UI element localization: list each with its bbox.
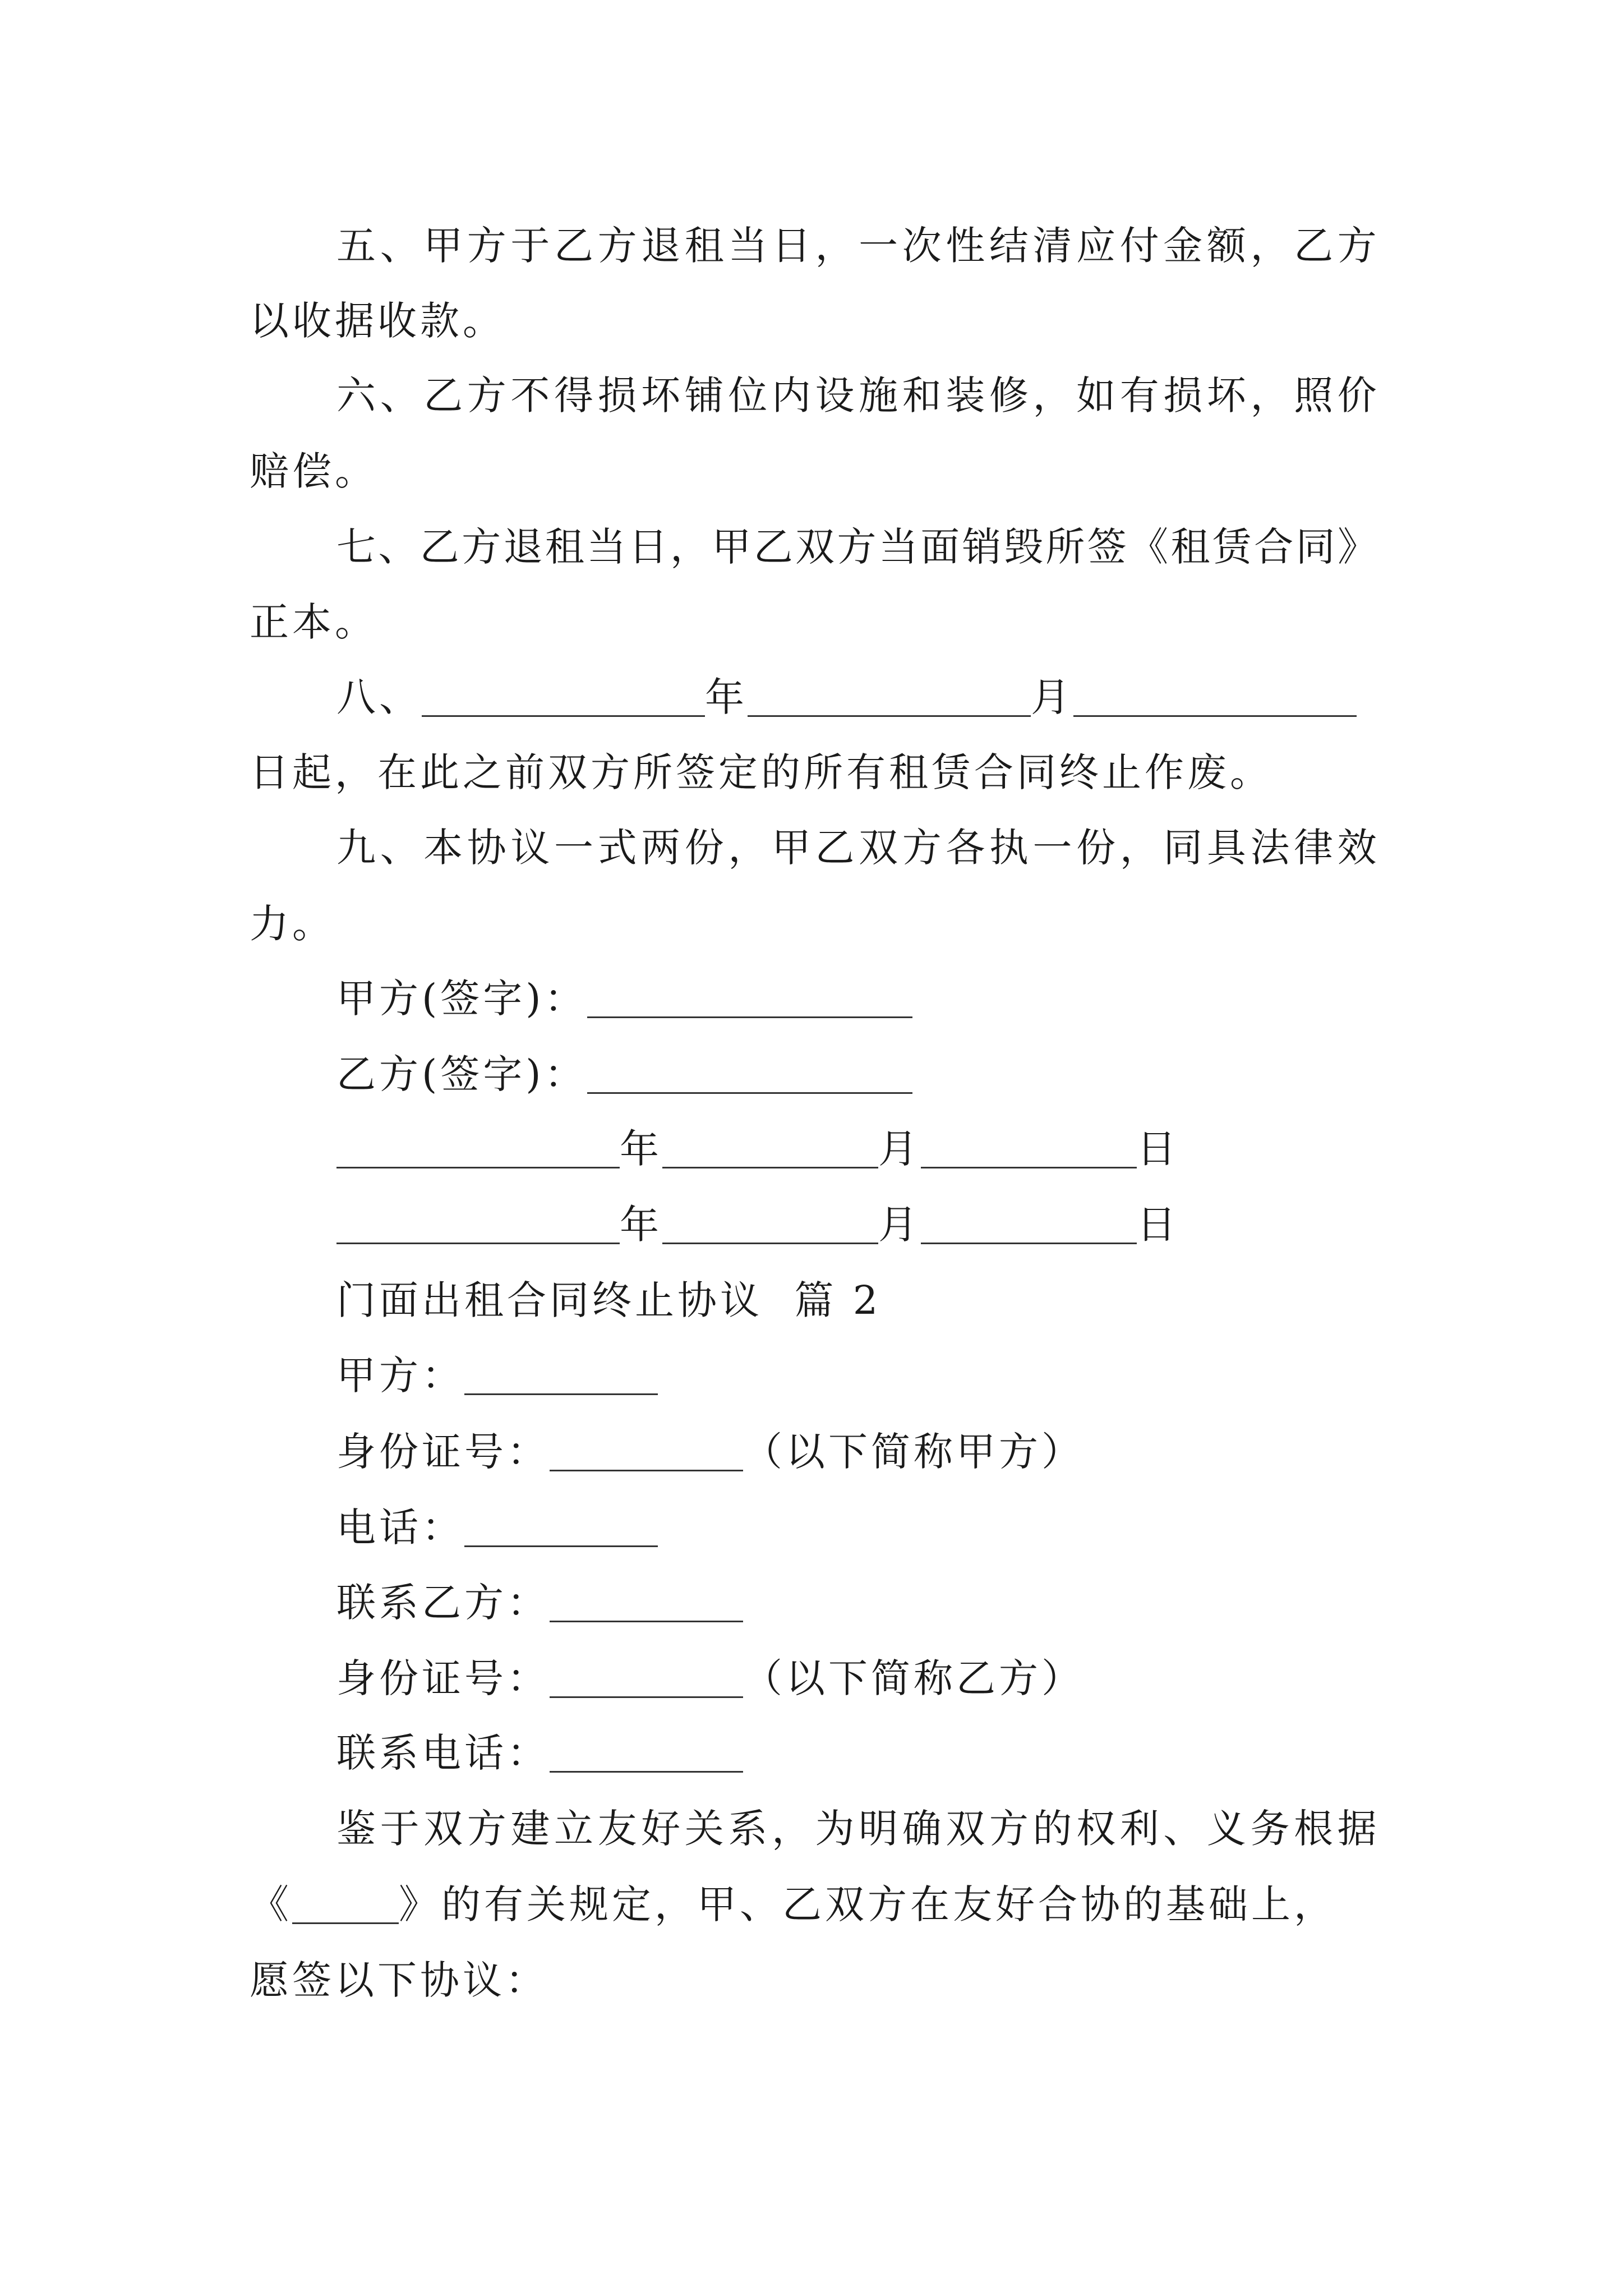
intro-line-1: 鉴 于 双 方 建 立 友 好 关 系 ， 为 明 确 双 方 的 权 利 、 义 务 根 据 — [336, 1806, 1377, 1852]
date-row-2 — [336, 1202, 1179, 1248]
intro-law-blank — [292, 1888, 399, 1924]
clause-5-line-2: 以收据收款。 — [250, 298, 505, 344]
clause-8-day-blank — [1073, 680, 1357, 717]
id-b-row — [336, 1655, 1084, 1701]
party-a-row — [336, 1352, 658, 1398]
id-a-label: 身份证号： — [336, 1429, 550, 1475]
phone-a-label: 电话： — [336, 1504, 464, 1550]
clause-8-year-blank — [422, 680, 705, 717]
date-1-year-blank — [336, 1132, 620, 1168]
clause-8-line-1 — [336, 674, 1357, 720]
date-2-month-blank — [662, 1208, 878, 1244]
clause-8-prefix: 八、 — [336, 674, 422, 720]
clause-7-line-2: 正本。 — [250, 599, 377, 645]
clause-8-month-blank — [748, 680, 1031, 717]
party-a-signature-blank — [587, 982, 912, 1018]
party-a-blank — [464, 1359, 658, 1395]
intro-line-3: 愿签以下协议： — [250, 1957, 548, 2003]
date-1-month-blank — [662, 1132, 878, 1168]
clause-7-line-1: 七 、 乙 方 退 租 当 日 ， 甲 乙 双 方 当 面 销 毁 所 签 《 租 赁 合 同 》 — [336, 524, 1377, 570]
date-1-month-label: 月 — [878, 1126, 921, 1172]
date-1-year-label: 年 — [620, 1126, 662, 1172]
id-b-note: （以下简称乙方） — [743, 1655, 1084, 1701]
date-2-year-label: 年 — [620, 1202, 662, 1248]
intro-line-2 — [250, 1881, 1336, 1927]
id-a-blank — [550, 1435, 743, 1471]
clause-6-line-1: 六 、 乙 方 不 得 损 坏 铺 位 内 设 施 和 装 修 ， 如 有 损 坏 ， 照 价 — [336, 372, 1377, 418]
id-a-note: （以下简称甲方） — [743, 1429, 1084, 1475]
party-b-signature-blank — [587, 1057, 912, 1094]
phone-b-blank — [550, 1736, 743, 1773]
phone-b-row — [336, 1730, 743, 1776]
party-b-signature-label: 乙方(签字)： — [336, 1051, 587, 1097]
section-2-title: 门面出租合同终止协议 篇 2 — [336, 1277, 882, 1323]
clause-9-line-1: 九 、 本 协 议 一 式 两 份 ， 甲 乙 双 方 各 执 一 份 ， 同 具 法 律 效 — [336, 825, 1377, 871]
clause-9-line-2: 力。 — [250, 901, 335, 947]
party-b-signature-row — [336, 1051, 912, 1097]
contact-b-label: 联系乙方： — [336, 1580, 550, 1626]
phone-b-label: 联系电话： — [336, 1730, 550, 1776]
contact-b-row — [336, 1580, 743, 1626]
clause-5-line-1: 五 、 甲 方 于 乙 方 退 租 当 日 ， 一 次 性 结 清 应 付 金 额 ， 乙 方 — [336, 223, 1377, 269]
date-2-day-label: 日 — [1137, 1202, 1179, 1248]
date-1-day-label: 日 — [1137, 1126, 1179, 1172]
date-2-month-label: 月 — [878, 1202, 921, 1248]
party-a-label: 甲方： — [336, 1352, 464, 1398]
intro-quote-open: 《 — [250, 1881, 292, 1927]
clause-8-line-2: 日起，在此之前双方所签定的所有租赁合同终止作废。 — [250, 749, 1272, 795]
id-b-label: 身份证号： — [336, 1655, 550, 1701]
date-1-day-blank — [921, 1132, 1137, 1168]
phone-a-row — [336, 1504, 658, 1550]
clause-8-year-label: 年 — [705, 674, 748, 720]
id-a-row — [336, 1429, 1084, 1475]
party-a-signature-row — [336, 976, 912, 1022]
phone-a-blank — [464, 1511, 658, 1547]
date-2-day-blank — [921, 1208, 1137, 1244]
date-row-1 — [336, 1126, 1179, 1172]
clause-6-line-2: 赔偿。 — [250, 448, 377, 494]
intro-line-2-rest: 》的有关规定，甲、乙双方在友好合协的基础上， — [399, 1881, 1336, 1927]
id-b-blank — [550, 1662, 743, 1698]
clause-8-month-label: 月 — [1031, 674, 1073, 720]
party-a-signature-label: 甲方(签字)： — [336, 976, 587, 1022]
date-2-year-blank — [336, 1208, 620, 1244]
contact-b-blank — [550, 1586, 743, 1622]
